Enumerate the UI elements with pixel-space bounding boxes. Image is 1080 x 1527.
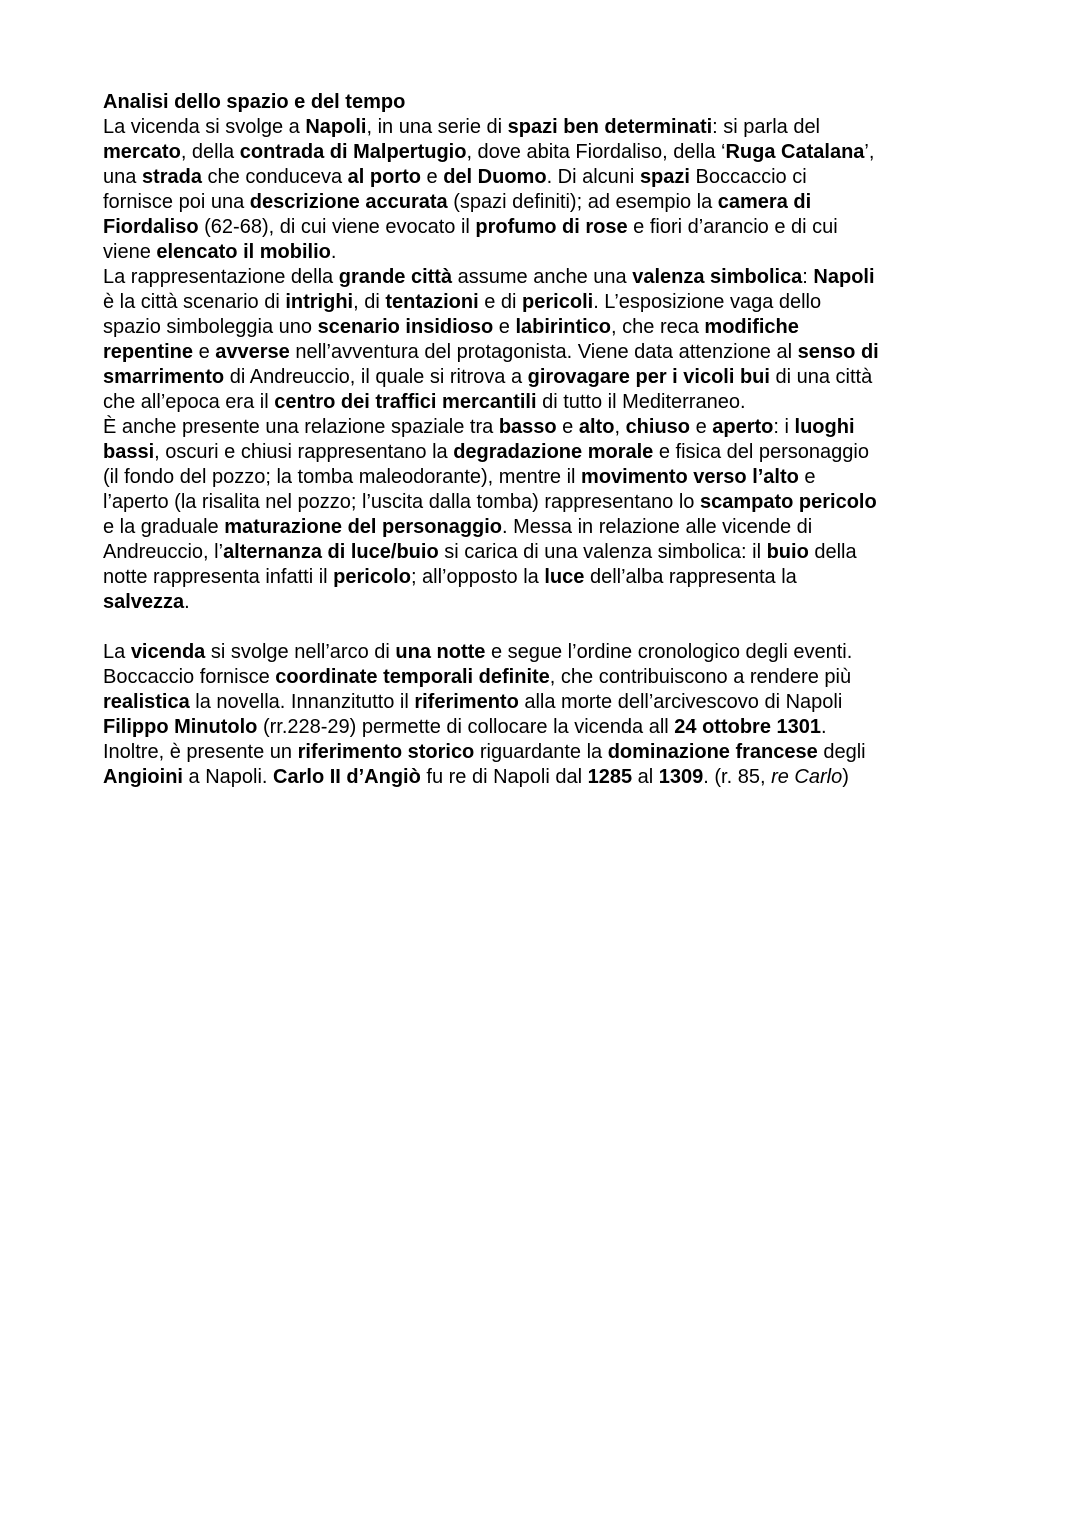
text-line: [103, 540, 963, 565]
text-line: [103, 690, 963, 715]
bold-text: del Duomo: [443, 166, 547, 188]
text-line: [103, 765, 963, 790]
text-run: fornisce poi una: [103, 191, 250, 213]
bold-text: mercato: [103, 141, 181, 163]
text-run: , oscuri e chiusi rappresentano la: [154, 441, 454, 463]
text-line: [103, 490, 963, 515]
text-run: a Napoli.: [182, 766, 274, 788]
text-line: [103, 265, 963, 290]
text-run: (rr.228-29) permette di collocare la vicenda all: [257, 716, 675, 738]
bold-text: degradazione morale: [453, 441, 654, 463]
text-run: che all’epoca era il: [103, 391, 275, 413]
bold-text: basso: [498, 416, 557, 438]
text-run: la novella. Innanzitutto il: [189, 691, 415, 713]
bold-text: spazi: [639, 166, 690, 188]
text-run: assume anche una: [452, 266, 633, 288]
text-run: di Andreuccio, il quale si ritrova a: [224, 366, 528, 388]
bold-text: movimento verso l’alto: [581, 466, 799, 488]
bold-text: modifiche: [704, 316, 799, 338]
text-run: riguardante la: [474, 741, 608, 763]
bold-text: alto: [578, 416, 615, 438]
text-run: .: [184, 591, 190, 613]
bold-text: luce: [544, 566, 585, 588]
bold-text: labirintico: [515, 316, 612, 338]
text-run: , dove abita Fiordaliso, della ‘: [466, 141, 726, 163]
text-run: Inoltre, è presente un: [103, 741, 298, 763]
bold-text: senso di: [797, 341, 879, 363]
bold-text: valenza simbolica: [632, 266, 803, 288]
bold-text: grande città: [338, 266, 453, 288]
text-line: [103, 740, 963, 765]
text-run: una: [103, 166, 142, 188]
text-line: [103, 715, 963, 740]
bold-text: strada: [141, 166, 202, 188]
bold-text: aperto: [712, 416, 774, 438]
bold-text: dominazione francese: [607, 741, 818, 763]
text-run: È anche presente una relazione spaziale tra: [103, 416, 499, 438]
section-title: Analisi dello spazio e del tempo: [103, 91, 406, 113]
text-run: e la graduale: [103, 516, 225, 538]
text-run: : i: [773, 416, 795, 438]
bold-text: tentazioni: [385, 291, 479, 313]
text-run: Boccaccio ci: [689, 166, 807, 188]
text-run: si carica di una valenza simbolica: il: [438, 541, 767, 563]
bold-text: Ruga Catalana: [725, 141, 865, 163]
bold-text: pericolo: [333, 566, 411, 588]
text-run: della: [808, 541, 857, 563]
text-run: .: [330, 241, 337, 263]
bold-text: descrizione accurata: [249, 191, 448, 213]
bold-text: bassi: [103, 441, 155, 463]
text-run: si svolge nell’arco di: [205, 641, 396, 663]
bold-text: maturazione del personaggio: [224, 516, 503, 538]
bold-text: intrighi: [285, 291, 354, 313]
bold-text: buio: [766, 541, 809, 563]
bold-text: Napoli: [813, 266, 875, 288]
text-run: spazio simboleggia uno: [103, 316, 318, 338]
text-line: [103, 390, 963, 415]
text-run: e: [193, 341, 216, 363]
text-run: ; all’opposto la: [410, 566, 545, 588]
bold-text: 1285: [587, 766, 633, 788]
text-run: nell’avventura del protagonista. Viene data attenzione al: [289, 341, 798, 363]
bold-text: chiuso: [625, 416, 691, 438]
text-run: (spazi definiti); ad esempio la: [447, 191, 718, 213]
text-run: Andreuccio, l’: [103, 541, 224, 563]
text-line: [103, 315, 963, 340]
bold-text: scenario insidioso: [317, 316, 494, 338]
text-line: [103, 190, 963, 215]
bold-text: luoghi: [794, 416, 855, 438]
text-run: :: [802, 266, 814, 288]
text-line: [103, 115, 963, 140]
text-run: . L’esposizione vaga dello: [593, 291, 822, 313]
text-run: . Messa in relazione alle vicende di: [502, 516, 813, 538]
text-line: [103, 290, 963, 315]
bold-text: realistica: [103, 691, 190, 713]
text-run: . (r. 85,: [703, 766, 772, 788]
text-run: .: [821, 716, 827, 738]
bold-text: profumo di rose: [475, 216, 628, 238]
italic-text: re Carlo: [771, 766, 843, 788]
text-run: e fisica del personaggio: [653, 441, 869, 463]
text-run: . Di alcuni: [546, 166, 640, 188]
text-line: [103, 440, 963, 465]
bold-text: spazi ben determinati: [507, 116, 713, 138]
bold-text: Fiordaliso: [103, 216, 199, 238]
text-run: e di: [478, 291, 523, 313]
text-run: (il fondo del pozzo; la tomba maleodorante), mentre il: [103, 466, 582, 488]
bold-text: una notte: [395, 641, 486, 663]
text-line: [103, 215, 963, 240]
text-run: ’,: [864, 141, 875, 163]
text-line: [103, 365, 963, 390]
text-run: che conduceva: [201, 166, 348, 188]
text-run: e fiori d’arancio e di cui: [627, 216, 838, 238]
text-run: Boccaccio fornisce: [103, 666, 276, 688]
text-run: e segue l’ordine cronologico degli eventi.: [485, 641, 853, 663]
bold-text: 1309: [658, 766, 704, 788]
bold-text: salvezza: [103, 591, 185, 613]
text-run: dell’alba rappresenta la: [584, 566, 797, 588]
text-run: e: [556, 416, 579, 438]
bold-text: riferimento storico: [297, 741, 475, 763]
text-run: e: [798, 466, 816, 488]
text-run: La: [103, 641, 131, 663]
text-line: [103, 590, 963, 615]
text-run: l’aperto (la risalita nel pozzo; l’uscita dalla tomba) rappresentano lo: [103, 491, 700, 513]
bold-text: vicenda: [130, 641, 206, 663]
bold-text: 24 ottobre 1301: [674, 716, 822, 738]
bold-text: elencato il mobilio: [156, 241, 331, 263]
bold-text: Filippo Minutolo: [103, 716, 258, 738]
bold-text: Carlo II d’Angiò: [273, 766, 421, 788]
bold-text: pericoli: [522, 291, 594, 313]
bold-text: alternanza di luce/buio: [223, 541, 439, 563]
text-line: [103, 415, 963, 440]
text-line: [103, 340, 963, 365]
bold-text: centro dei traffici mercantili: [274, 391, 537, 413]
text-run: e: [690, 416, 713, 438]
text-run: è la città scenario di: [103, 291, 286, 313]
text-run: e: [493, 316, 516, 338]
bold-text: scampato pericolo: [699, 491, 877, 513]
text-run: , che reca: [611, 316, 705, 338]
text-run: degli: [817, 741, 866, 763]
paragraph-spacer: [103, 615, 963, 640]
bold-text: smarrimento: [103, 366, 225, 388]
bold-text: coordinate temporali definite: [275, 666, 550, 688]
text-run: notte rappresenta infatti il: [103, 566, 334, 588]
text-run: La rappresentazione della: [103, 266, 339, 288]
paragraph: [103, 640, 963, 790]
text-run: (62-68), di cui viene evocato il: [198, 216, 476, 238]
text-run: : si parla del: [712, 116, 821, 138]
document-body: [103, 115, 963, 790]
bold-text: repentine: [103, 341, 194, 363]
text-run: ): [842, 766, 849, 788]
text-run: , in una serie di: [366, 116, 508, 138]
text-line: [103, 640, 963, 665]
text-run: , di: [353, 291, 386, 313]
bold-text: Napoli: [305, 116, 367, 138]
bold-text: contrada di Malpertugio: [239, 141, 467, 163]
text-line: [103, 665, 963, 690]
text-line: [103, 515, 963, 540]
text-run: viene: [103, 241, 157, 263]
text-run: ,: [614, 416, 626, 438]
document-page: [103, 90, 963, 790]
text-line: [103, 140, 963, 165]
text-run: , della: [180, 141, 240, 163]
text-run: La vicenda si svolge a: [103, 116, 306, 138]
bold-text: avverse: [215, 341, 290, 363]
bold-text: riferimento: [414, 691, 519, 713]
text-line: [103, 465, 963, 490]
paragraph: [103, 115, 963, 615]
text-run: al: [632, 766, 659, 788]
bold-text: camera di: [717, 191, 812, 213]
text-run: , che contribuiscono a rendere più: [549, 666, 852, 688]
text-line: [103, 565, 963, 590]
text-line: [103, 165, 963, 190]
text-line: [103, 240, 963, 265]
bold-text: girovagare per i vicoli bui: [527, 366, 770, 388]
text-run: e: [420, 166, 444, 188]
text-run: fu re di Napoli dal: [420, 766, 588, 788]
text-run: di tutto il Mediterraneo.: [536, 391, 746, 413]
text-run: alla morte dell’arcivescovo di Napoli: [518, 691, 843, 713]
text-run: di una città: [769, 366, 873, 388]
bold-text: Angioini: [103, 766, 183, 788]
bold-text: al porto: [347, 166, 421, 188]
